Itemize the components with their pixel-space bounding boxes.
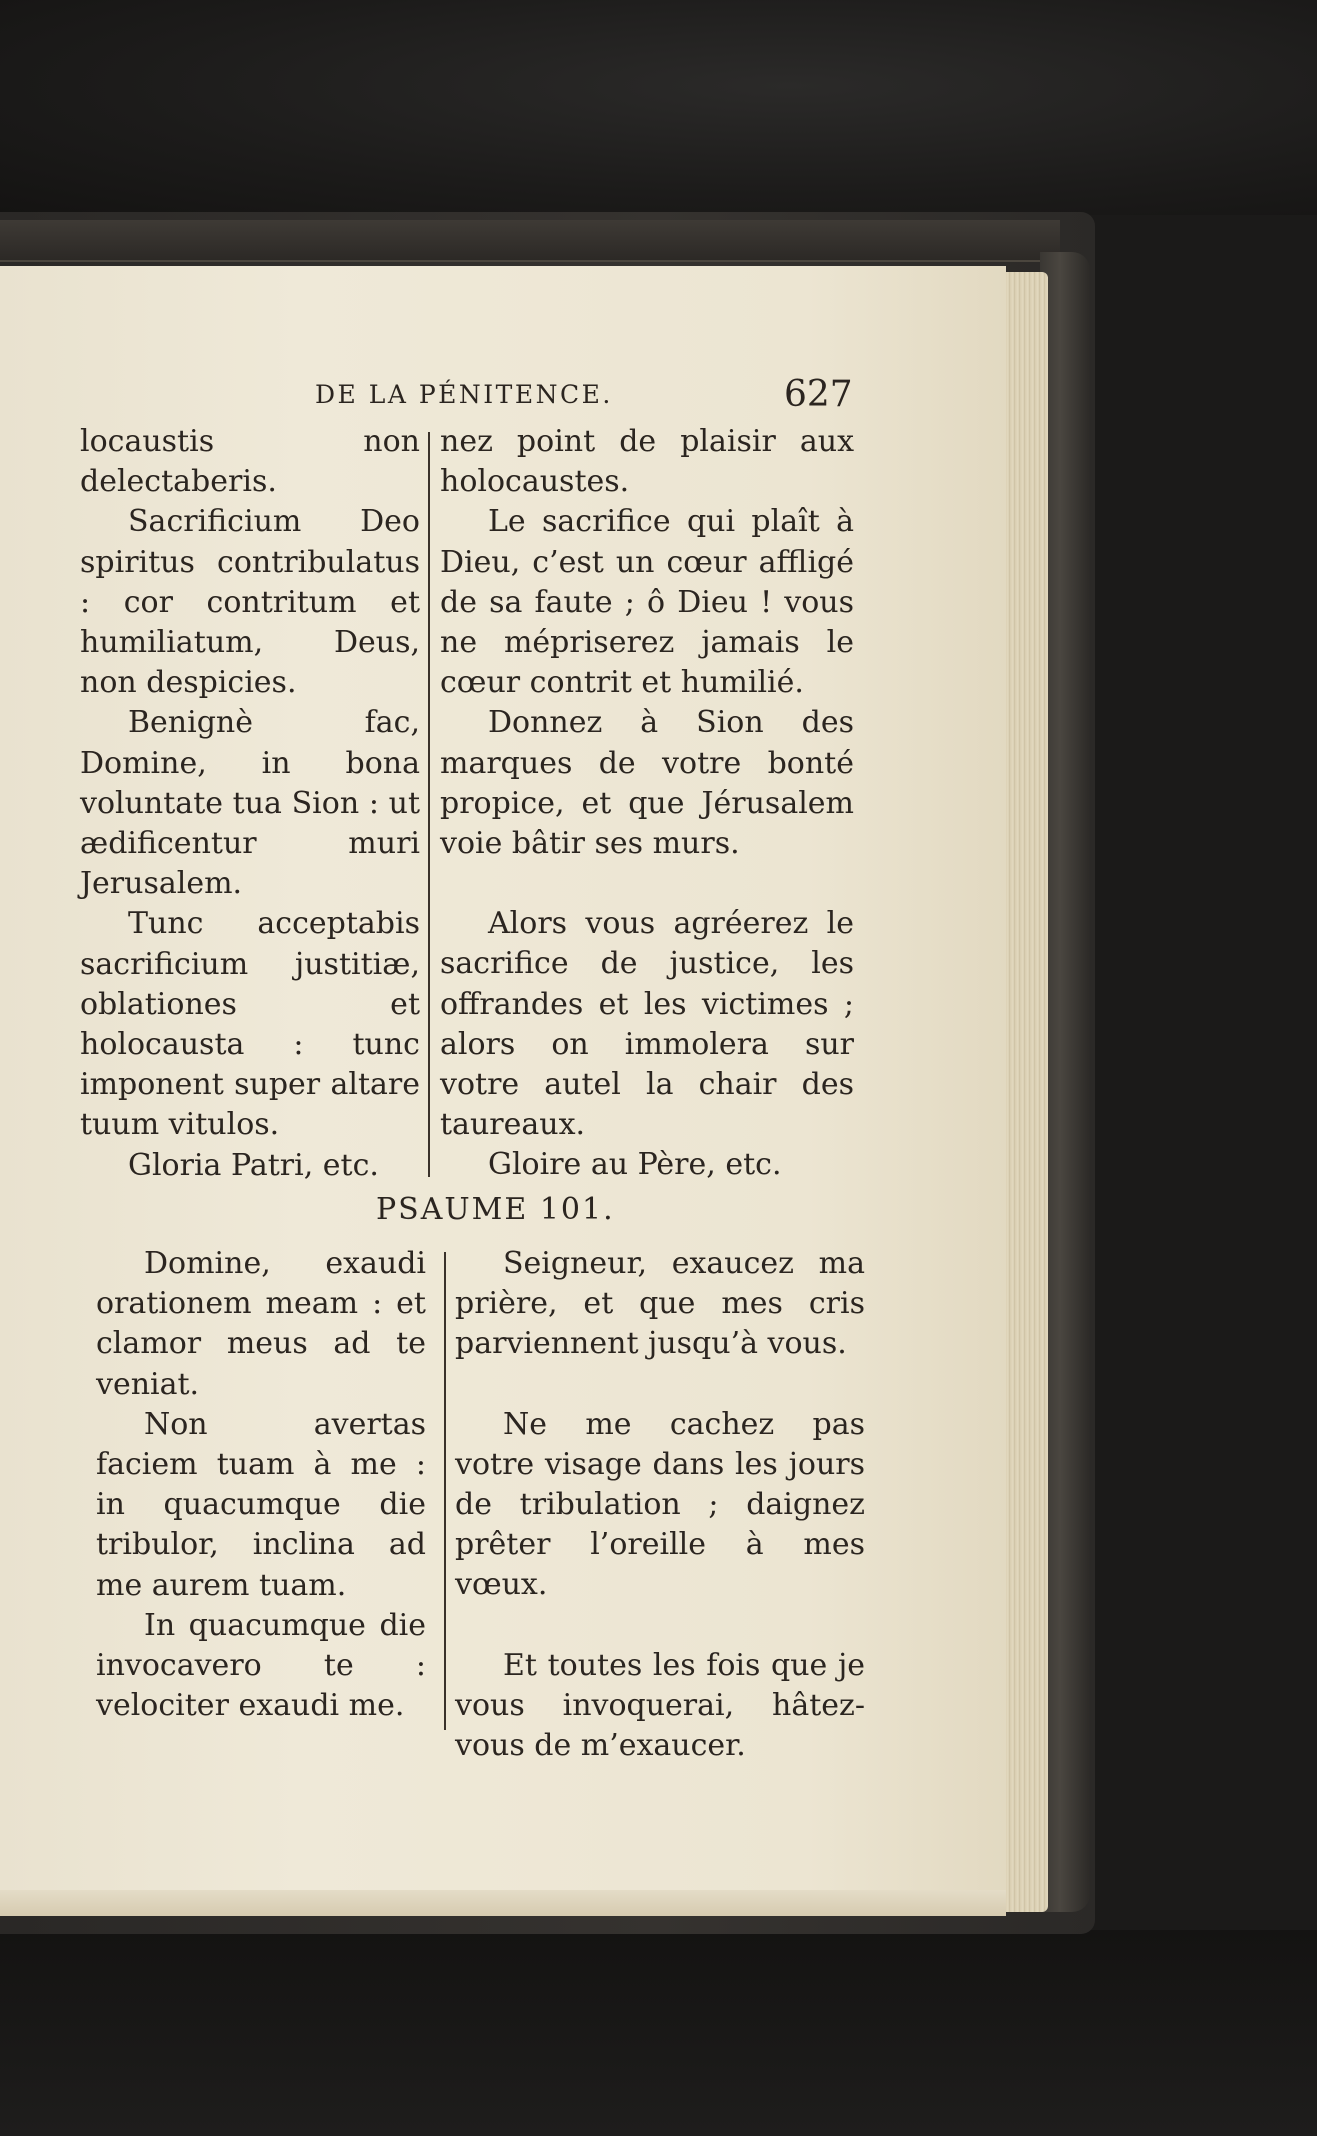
running-head: DE LA PÉNITENCE. — [315, 380, 613, 409]
column-divider — [444, 1252, 446, 1730]
psalm-title: PSAUME 101. — [376, 1192, 615, 1227]
latin-verse: Non avertas faciem tuam à me : in quacumque die tribulor, inclina ad me aurem tuam. — [96, 1406, 426, 1603]
french-verse: Donnez à Sion des marques de votre bonté propice, et que Jérusalem voie bâtir ses murs. — [440, 705, 854, 862]
french-verse: Alors vous agréerez le sacrifice de justice, les offrandes et les victimes ; alors on immolera sur votre autel la chair des taureaux. — [440, 906, 854, 1143]
french-verse: Seigneur, exaucez ma prière, et que mes cris parviennent jusqu’à vous. — [455, 1246, 865, 1362]
latin-column-2 — [96, 1244, 426, 1726]
french-column-2 — [455, 1244, 865, 1766]
psalm-heading — [0, 1192, 1317, 1236]
french-verse: nez point de plaisir aux holocaustes. — [440, 424, 854, 500]
french-verse: Ne me cachez pas votre visage dans les jours de tribulation ; daignez prêter l’oreille à mes vœux. — [455, 1406, 865, 1603]
latin-verse: Benignè fac, Domine, in bona voluntate tua Sion : ut ædificentur muri Jerusalem. — [80, 705, 420, 902]
page-header — [0, 374, 1317, 414]
french-column-1 — [440, 422, 854, 1186]
latin-verse: Domine, exaudi orationem meam : et clamor meus ad te veniat. — [96, 1246, 426, 1402]
latin-verse: Gloria Patri, etc. — [128, 1147, 379, 1183]
column-divider — [428, 432, 430, 1177]
latin-column-1 — [80, 422, 420, 1186]
page-number: 627 — [784, 374, 853, 415]
french-verse: Le sacrifice qui plaît à Dieu, c’est un cœur affligé de sa faute ; ô Dieu ! vous ne mépriserez jamais le cœur contrit et humilié. — [440, 504, 854, 701]
latin-verse: locaustis non delectaberis. — [80, 424, 420, 500]
latin-verse: Tunc acceptabis sacrificium justitiæ, oblationes et holocausta : tunc imponent super altare tuum vitulos. — [80, 906, 420, 1143]
latin-verse: In quacumque die invocavero te : velociter exaudi me. — [96, 1607, 426, 1724]
french-verse: Et toutes les fois que je vous invoquerai, hâtez-vous de m’exaucer. — [455, 1647, 865, 1764]
french-verse: Gloire au Père, etc. — [488, 1147, 782, 1183]
latin-verse: Sacrificium Deo spiritus contribulatus : cor contritum et humiliatum, Deus, non despicies. — [80, 504, 420, 701]
